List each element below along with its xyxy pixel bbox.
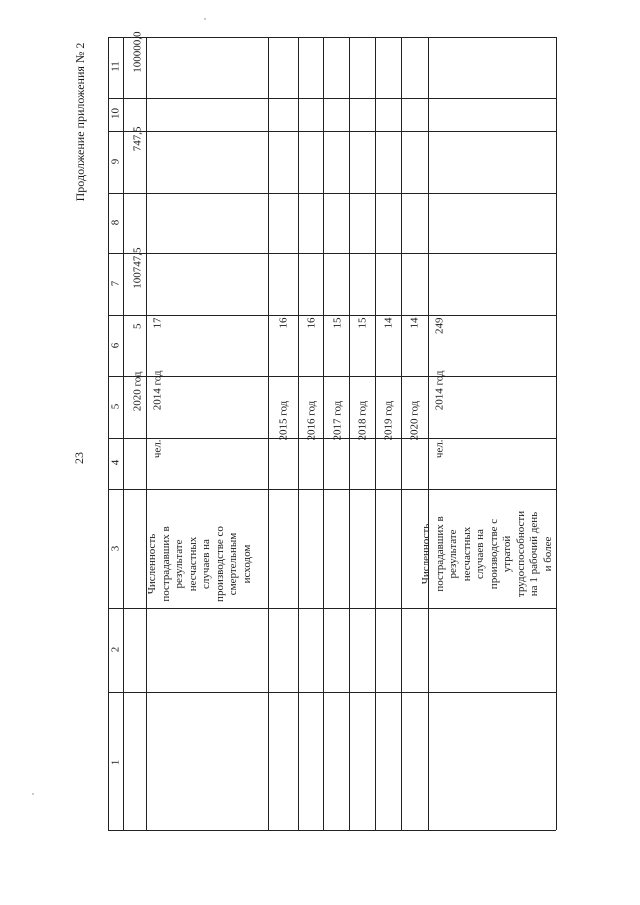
- summary-col9: 747,5: [131, 126, 144, 152]
- indicator-fatal-name: Численность пострадавших в результате несчастных случаев на производстве со смертельным исходом: [146, 526, 253, 602]
- column-number: 11: [109, 61, 122, 72]
- column-number: 2: [109, 646, 122, 653]
- value-cell: 15: [331, 317, 344, 329]
- year-cell: 2017 год: [331, 400, 344, 441]
- summary-col7: 100747,5: [131, 247, 144, 289]
- column-number: 1: [109, 759, 122, 766]
- column-number: 8: [109, 219, 122, 226]
- value-cell: 14: [408, 317, 421, 329]
- value-cell: 15: [356, 317, 369, 329]
- summary-year: 2020 год: [131, 371, 144, 412]
- indicator-incapacity-name: Численность пострадавших в результате несчастных случаев на производстве с утратой трудоспособности на 1 рабочий день и более: [420, 510, 554, 598]
- column-number: 7: [109, 280, 122, 287]
- column-number: 10: [109, 108, 122, 119]
- column-number: 6: [109, 342, 122, 349]
- year-cell: 2019 год: [382, 400, 395, 441]
- column-number: 5: [109, 403, 122, 410]
- value-cell: 16: [277, 317, 290, 329]
- indicator-fatal-unit: чел.: [151, 439, 164, 459]
- year-cell: 2015 год: [277, 400, 290, 441]
- year-cell: 2018 год: [356, 400, 369, 441]
- year-cell: 2014 год: [151, 370, 164, 411]
- page-number: 23: [72, 452, 86, 464]
- year-cell: 2020 год: [408, 400, 421, 441]
- continuation-caption: Продолжение приложения № 2: [73, 42, 87, 202]
- year-cell: 2016 год: [305, 400, 318, 441]
- summary-col6: 5: [131, 323, 144, 329]
- year-cell: 2014 год: [433, 370, 446, 411]
- value-cell: 249: [433, 317, 446, 334]
- column-number: 9: [109, 158, 122, 165]
- summary-col11: 100000,0: [131, 31, 144, 73]
- indicator-incapacity-unit: чел.: [433, 439, 446, 459]
- column-number: 3: [109, 545, 122, 552]
- value-cell: 14: [382, 317, 395, 329]
- scan-speck: [32, 793, 34, 795]
- value-cell: 16: [305, 317, 318, 329]
- column-number: 4: [109, 459, 122, 466]
- value-cell: 17: [151, 317, 164, 329]
- scan-speck: [204, 18, 206, 20]
